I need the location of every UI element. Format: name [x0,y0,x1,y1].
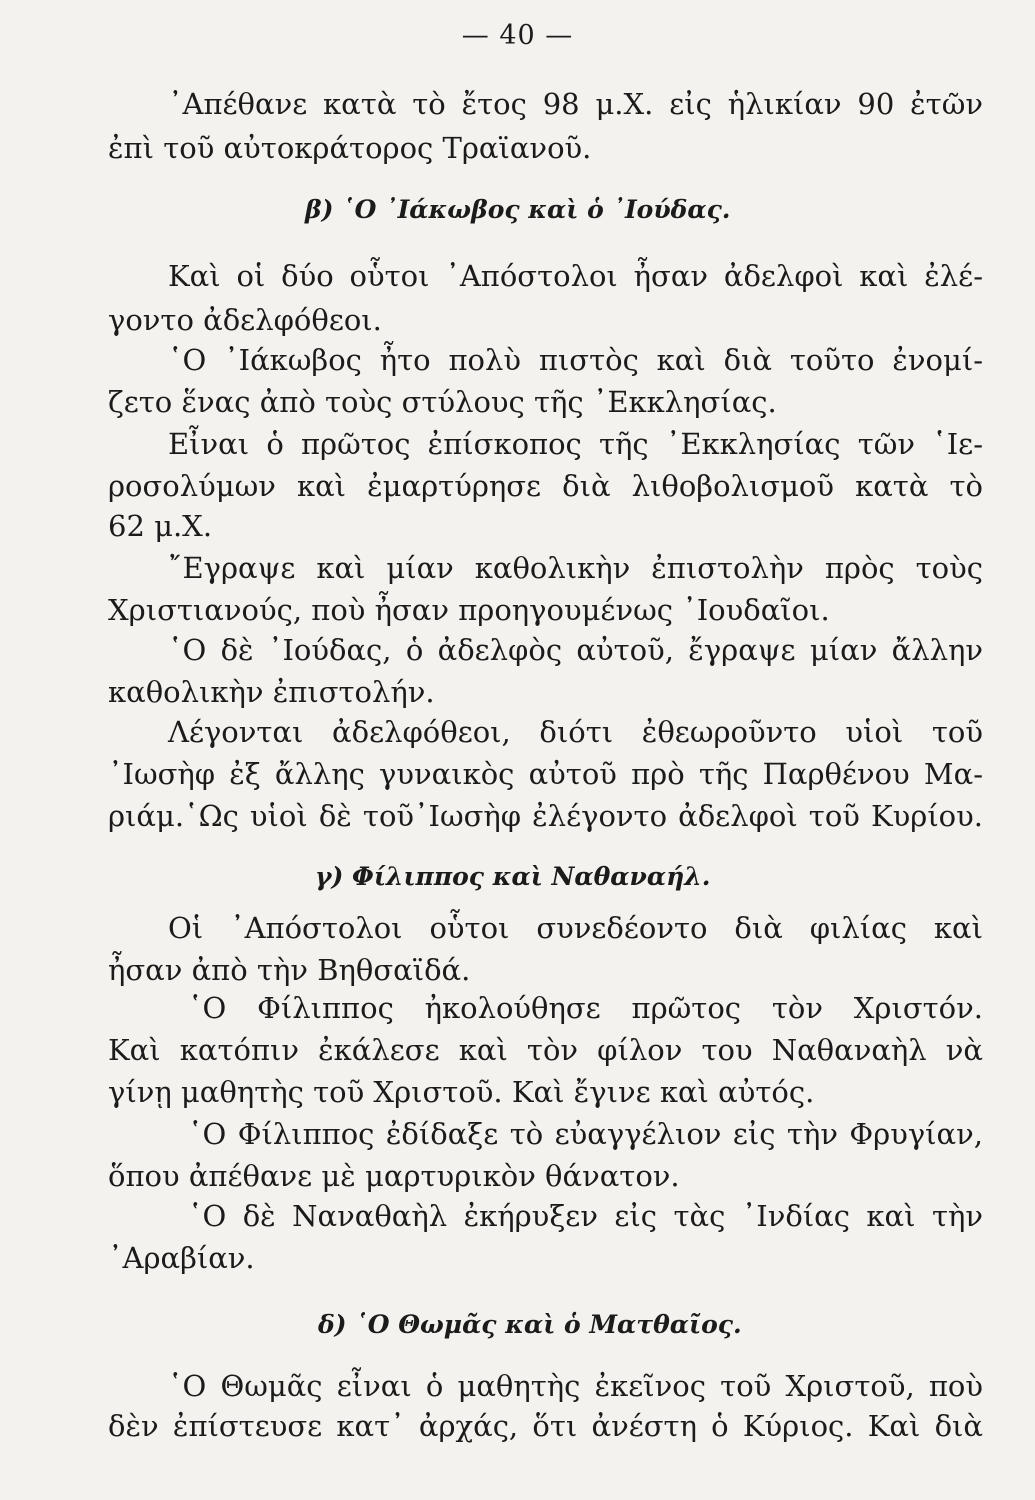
text-line: ῾Ο Φίλιππος ἐδίδαξε τὸ εὐαγγέλιον εἰς τὴν Φρυγίαν, [188,1117,983,1151]
text-line: ᾿Απέθανε κατὰ τὸ ἔτος 98 μ.Χ. εἰς ἡλικίαν 90 ἐτῶν [168,87,983,121]
text-line: ῾Ο δὲ ᾿Ιούδας, ὁ ἀδελφὸς αὐτοῦ, ἔγραψε μίαν ἄλλην [168,633,983,667]
text-line: ῎Εγραψε καὶ μίαν καθολικὴν ἐπιστολὴν πρὸς τοὺς [168,551,983,585]
text-line: ὅπου ἀπέθανε μὲ μαρτυρικὸν θάνατον. [108,1159,680,1193]
section-heading-gamma: γ) Φίλιππος καὶ Ναθαναήλ. [315,862,711,891]
section-heading-beta: β) ῾Ο ᾿Ιάκωβος καὶ ὁ ᾿Ιούδας. [305,195,731,224]
text-line: ῾Ο ᾿Ιάκωβος ἦτο πολὺ πιστὸς καὶ διὰ τοῦτο ἐνομί- [168,343,983,377]
text-line: 62 μ.Χ. [108,509,213,543]
section-heading-delta: δ) ῾Ο Θωμᾶς καὶ ὁ Ματθαῖος. [318,1310,742,1339]
text-line: Καὶ κατόπιν ἐκάλεσε καὶ τὸν φίλον του Ναθαναὴλ νὰ [108,1033,983,1067]
text-line: Εἶναι ὁ πρῶτος ἐπίσκοπος τῆς ᾿Εκκλησίας τῶν ῾Ιε- [168,427,983,461]
text-line: ῾Ο Φίλιππος ἠκολούθησε πρῶτος τὸν Χριστόν. [188,991,983,1025]
text-line: Χριστιανούς, ποὺ ἦσαν προηγουμένως ᾿Ιουδαῖοι. [108,593,830,627]
text-line: Λέγονται ἀδελφόθεοι, διότι ἐθεωροῦντο υἱοὶ τοῦ [168,715,983,749]
page-number: — 40 — [461,20,574,51]
text-line: ροσολύμων καὶ ἐμαρτύρησε διὰ λιθοβολισμοῦ κατὰ τὸ [108,469,983,503]
text-line: ριάμ.῾Ως υἱοὶ δὲ τοῦ᾿Ιωσὴφ ἐλέγοντο ἀδελφοὶ τοῦ Κυρίου. [108,799,983,833]
text-line: ᾿Ιωσὴφ ἐξ ἄλλης γυναικὸς αὐτοῦ πρὸ τῆς Παρθένου Μα- [108,757,983,791]
text-line: ἐπὶ τοῦ αὐτοκράτορος Τραϊανοῦ. [108,131,592,165]
text-line: γοντο ἀδελφόθεοι. [108,303,382,337]
text-line: γίνῃ μαθητὴς τοῦ Χριστοῦ. Καὶ ἔγινε καὶ αὐτός. [108,1075,815,1109]
text-line: Οἱ ᾿Απόστολοι οὗτοι συνεδέοντο διὰ φιλίας καὶ [168,911,983,945]
text-line: ἦσαν ἀπὸ τὴν Βηθσαϊδά. [108,953,471,987]
text-line: καθολικὴν ἐπιστολήν. [108,675,435,709]
text-line: ῾Ο Θωμᾶς εἶναι ὁ μαθητὴς ἐκεῖνος τοῦ Χριστοῦ, ποὺ [168,1369,983,1403]
text-line: ᾿Αραβίαν. [108,1241,255,1275]
text-line: δὲν ἐπίστευσε κατ᾿ ἀρχάς, ὅτι ἀνέστη ὁ Κύριος. Καὶ διὰ [108,1409,983,1443]
text-line: ῾Ο δὲ Ναναθαὴλ ἐκήρυξεν εἰς τὰς ᾿Ινδίας καὶ τὴν [188,1199,983,1233]
text-line: ζετο ἕνας ἀπὸ τοὺς στύλους τῆς ᾿Εκκλησίας. [108,385,777,419]
text-line: Καὶ οἱ δύο οὗτοι ᾿Απόστολοι ἦσαν ἀδελφοὶ καὶ ἐλέ- [168,259,983,293]
